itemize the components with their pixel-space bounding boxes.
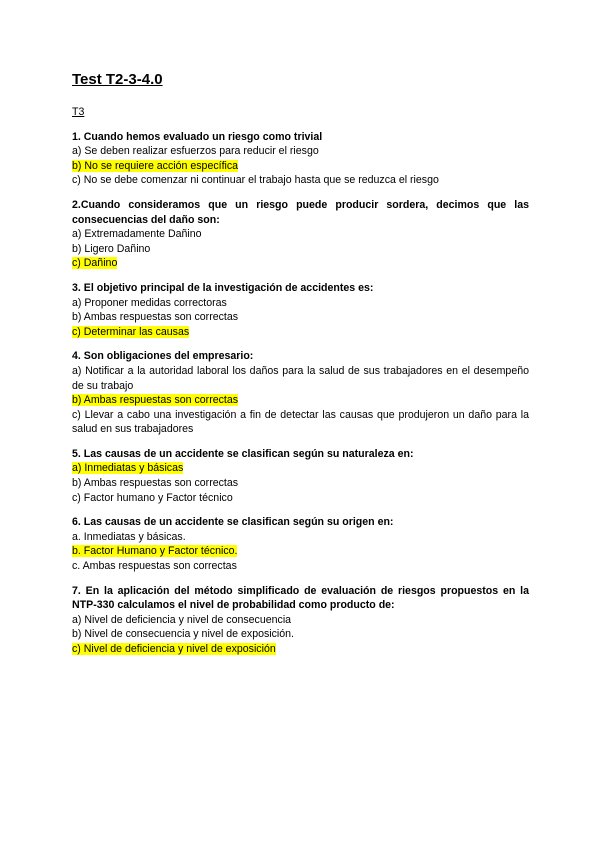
answer-option-text: c) Dañino	[72, 257, 118, 270]
answer-option	[72, 296, 529, 311]
answer-option-correct	[72, 461, 529, 476]
answer-option	[72, 491, 529, 506]
answer-option-text: c) Factor humano y Factor técnico	[72, 491, 233, 504]
answer-option-text: b. Factor Humano y Factor técnico.	[72, 545, 238, 558]
question-block	[72, 281, 529, 339]
answer-option-text: b) Ambas respuestas son correctas	[72, 311, 239, 324]
answer-option-text: a) Se deben realizar esfuerzos para reducir el riesgo	[72, 145, 319, 158]
answer-option-text: b) Nivel de consecuencia y nivel de exposición.	[72, 628, 295, 641]
question-text: 6. Las causas de un accidente se clasifican según su origen en:	[72, 516, 394, 529]
document-title: Test T2-3-4.0	[72, 71, 163, 88]
answer-option-correct	[72, 325, 529, 340]
answer-option	[72, 559, 529, 574]
answer-option	[72, 627, 529, 642]
question-block	[72, 515, 529, 573]
answer-option-text: a) Nivel de deficiencia y nivel de consecuencia	[72, 613, 292, 626]
question-text: 2.Cuando consideramos que un riesgo puede producir sordera, decimos que las consecuencias del daño son:	[72, 198, 529, 226]
answer-option-text: a) Notificar a la autoridad laboral los daños para la salud de sus trabajadores en el desempeño de su trabajo	[72, 364, 529, 392]
answer-option	[72, 173, 529, 188]
answer-option-correct	[72, 544, 529, 559]
answer-option-text: b) Ligero Dañino	[72, 242, 151, 255]
question-block	[72, 198, 529, 271]
document-page	[72, 70, 529, 667]
question-block	[72, 130, 529, 188]
question-block	[72, 447, 529, 505]
answer-option-text: c) Nivel de deficiencia y nivel de exposición	[72, 643, 276, 655]
question-text: 3. El objetivo principal de la investigación de accidentes es:	[72, 281, 374, 294]
question-text: 5. Las causas de un accidente se clasifican según su naturaleza en:	[72, 447, 414, 460]
answer-option-text: a) Inmediatas y básicas	[72, 462, 184, 475]
answer-option	[72, 310, 529, 325]
answer-option-text: b) Ambas respuestas son correctas	[72, 394, 239, 407]
answer-option-text: a. Inmediatas y básicas.	[72, 530, 186, 543]
section-label: T3	[72, 106, 85, 118]
answer-option-text: c. Ambas respuestas son correctas	[72, 560, 237, 573]
answer-option-correct	[72, 256, 529, 271]
answer-option	[72, 530, 529, 545]
answer-option-text: b) No se requiere acción específica	[72, 159, 239, 172]
answer-option	[72, 364, 529, 393]
answer-option-correct	[72, 159, 529, 174]
answer-option	[72, 242, 529, 257]
answer-option	[72, 613, 529, 628]
answer-option	[72, 144, 529, 159]
answer-option-correct	[72, 393, 529, 408]
answer-option-text: b) Ambas respuestas son correctas	[72, 477, 239, 490]
question-text: 4. Son obligaciones del empresario:	[72, 350, 254, 363]
question-text: 1. Cuando hemos evaluado un riesgo como trivial	[72, 130, 323, 143]
question-block	[72, 349, 529, 437]
question-text: 7. En la aplicación del método simplificado de evaluación de riesgos propuestos en la NTP-330 calculamos el nivel de probabilidad como producto de:	[72, 584, 529, 612]
question-list	[72, 130, 529, 657]
answer-option	[72, 408, 529, 437]
answer-option	[72, 227, 529, 242]
answer-option-correct	[72, 642, 529, 657]
answer-option-text: c) Determinar las causas	[72, 325, 190, 338]
answer-option-text: c) No se debe comenzar ni continuar el trabajo hasta que se reduzca el riesgo	[72, 174, 439, 187]
answer-option-text: a) Extremadamente Dañino	[72, 228, 202, 241]
question-block	[72, 584, 529, 657]
answer-option	[72, 476, 529, 491]
answer-option-text: a) Proponer medidas correctoras	[72, 296, 227, 309]
answer-option-text: c) Llevar a cabo una investigación a fin de detectar las causas que produjeron un daño para la salud en sus trabajadores	[72, 408, 529, 436]
